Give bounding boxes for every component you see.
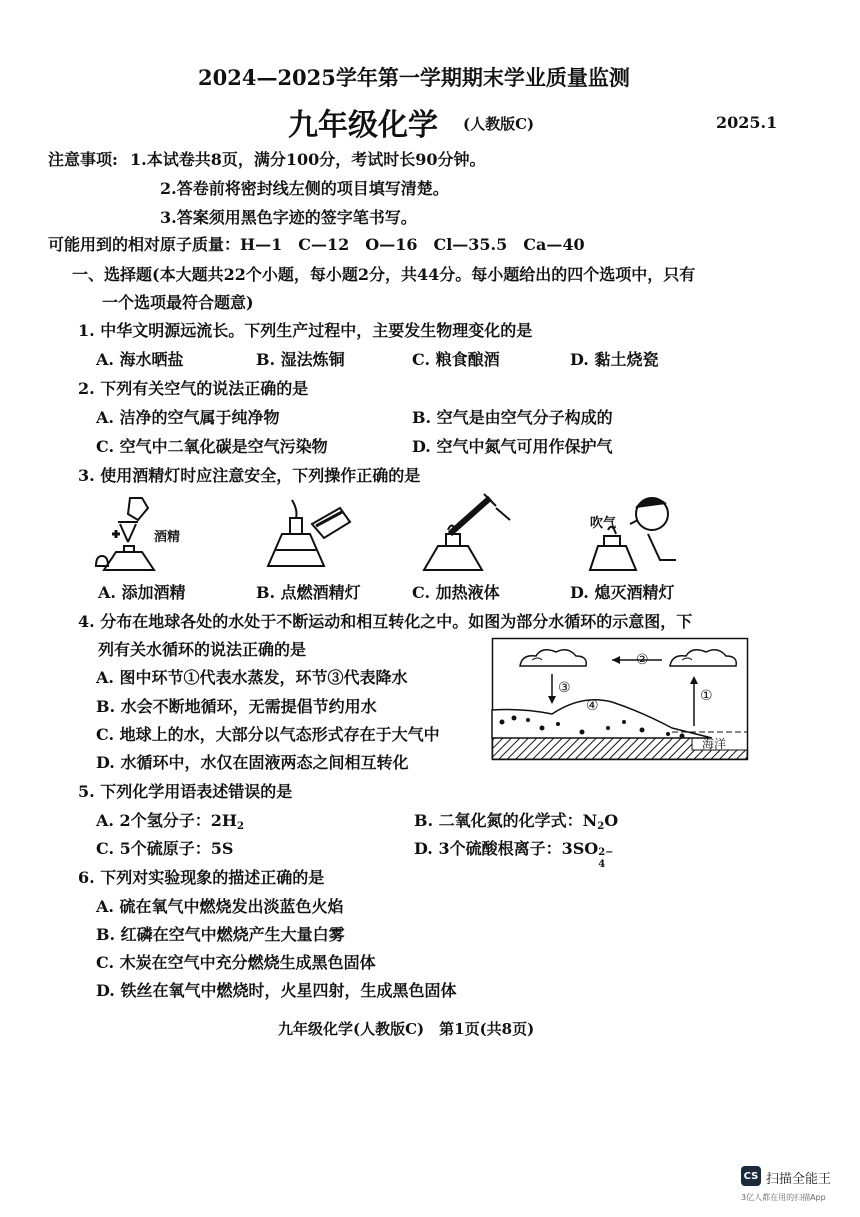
notes-item-3: 3.答案须用黑色字迹的签字笔书写。 <box>160 208 417 227</box>
q4-option-c: C. 地球上的水，大部分以气态形式存在于大气中 <box>96 725 440 744</box>
q3-option-d: D. 熄灭酒精灯 <box>570 583 675 602</box>
q1-option-b: B. 湿法炼铜 <box>256 350 345 369</box>
q3-stem: 3. 使用酒精灯时应注意安全，下列操作正确的是 <box>78 466 421 485</box>
q2-option-c: C. 空气中二氧化碳是空气污染物 <box>96 437 328 456</box>
q1-option-c: C. 粮食酿酒 <box>412 350 500 369</box>
notes-item-2: 2.答卷前将密封线左侧的项目填写清楚。 <box>160 179 449 198</box>
q5-a-text: A. 2个氢分子：2H <box>96 811 237 830</box>
alcohol-lamp-extinguish-figure <box>590 490 680 576</box>
exam-title: 2024—2025学年第一学期期末学业质量监测 <box>198 65 630 90</box>
alcohol-lamp-heating-figure <box>420 490 520 576</box>
q6-option-d: D. 铁丝在氧气中燃烧时，火星四射，生成黑色固体 <box>96 981 457 1000</box>
water-cycle-diagram <box>492 638 748 760</box>
cycle-step-3: ③ <box>558 680 571 696</box>
q1-option-a: A. 海水晒盐 <box>96 350 184 369</box>
q5-a-subscript: 2 <box>236 821 244 832</box>
alcohol-lamp-lighting-figure <box>262 494 362 576</box>
q4-option-d: D. 水循环中，水仅在固液两态之间相互转化 <box>96 753 409 772</box>
page-footer: 九年级化学(人教版C) 第1页(共8页) <box>278 1020 535 1038</box>
q5-option-c: C. 5个硫原子：5S <box>96 839 234 858</box>
q2-option-a: A. 洁净的空气属于纯净物 <box>96 408 280 427</box>
section-heading-cont: 一个选项最符合题意) <box>102 293 254 312</box>
q3-option-a: A. 添加酒精 <box>98 583 186 602</box>
q4-stem-line2: 列有关水循环的说法正确的是 <box>98 640 307 659</box>
exam-date: 2025.1 <box>716 113 778 132</box>
q1-stem: 1. 中华文明源远流长。下列生产过程中，主要发生物理变化的是 <box>78 321 533 340</box>
q5-b-tail: O <box>604 811 619 830</box>
q5-d-superscript: 2− <box>598 847 614 858</box>
q4-stem-line1: 4. 分布在地球各处的水处于不断运动和相互转化之中。如图为部分水循环的示意图，下 <box>78 612 693 631</box>
ocean-label: 海洋 <box>702 737 727 751</box>
subject-title: 九年级化学 <box>288 108 438 143</box>
scanner-tagline: 3亿人都在用的扫描App <box>741 1193 826 1202</box>
q2-option-d: D. 空气中氮气可用作保护气 <box>412 437 613 456</box>
q3-option-b: B. 点燃酒精灯 <box>256 583 361 602</box>
cycle-step-2: ② <box>636 652 649 668</box>
q6-option-a: A. 硫在氧气中燃烧发出淡蓝色火焰 <box>96 897 344 916</box>
fig-a-label: 酒精 <box>154 530 181 545</box>
q5-b-subscript: 2 <box>597 821 605 832</box>
q5-stem: 5. 下列化学用语表述错误的是 <box>78 782 293 801</box>
q5-option-b <box>414 808 618 832</box>
atomic-mass-line: 可能用到的相对原子质量：H—1 C—12 O—16 Cl—35.5 Ca—40 <box>48 235 585 254</box>
q5-b-text: B. 二氧化氮的化学式：N <box>414 811 598 830</box>
q5-d-text: D. 3个硫酸根离子：3SO <box>414 839 599 858</box>
q2-option-b: B. 空气是由空气分子构成的 <box>412 408 613 427</box>
q6-option-b: B. 红磷在空气中燃烧产生大量白雾 <box>96 925 345 944</box>
q6-option-c: C. 木炭在空气中充分燃烧生成黑色固体 <box>96 953 376 972</box>
q6-stem: 6. 下列对实验现象的描述正确的是 <box>78 868 325 887</box>
q5-option-d <box>414 836 616 870</box>
notes-item-1: 1.本试卷共8页，满分100分，考试时长90分钟。 <box>130 150 486 169</box>
q5-option-a <box>96 808 244 832</box>
q3-option-c: C. 加热液体 <box>412 583 500 602</box>
cycle-step-1: ① <box>700 688 713 704</box>
notes-label: 注意事项: <box>48 150 118 169</box>
alcohol-lamp-adding-figure <box>92 494 202 574</box>
fig-d-label: 吹气 <box>590 516 617 531</box>
q2-stem: 2. 下列有关空气的说法正确的是 <box>78 379 309 398</box>
q5-d-subscript: 4 <box>598 859 606 870</box>
scanner-logo: CS <box>741 1166 761 1186</box>
edition-label: (人教版C) <box>463 115 535 133</box>
q4-option-a: A. 图中环节①代表水蒸发，环节③代表降水 <box>96 668 408 687</box>
scanner-name: 扫描全能王 <box>766 1172 832 1187</box>
section-heading: 一、选择题(本大题共22个小题，每小题2分，共44分。每小题给出的四个选项中，只有 <box>72 265 696 284</box>
q4-option-b: B. 水会不断地循环，无需提倡节约用水 <box>96 697 377 716</box>
cycle-step-4: ④ <box>586 698 599 714</box>
q1-option-d: D. 黏土烧瓷 <box>570 350 659 369</box>
